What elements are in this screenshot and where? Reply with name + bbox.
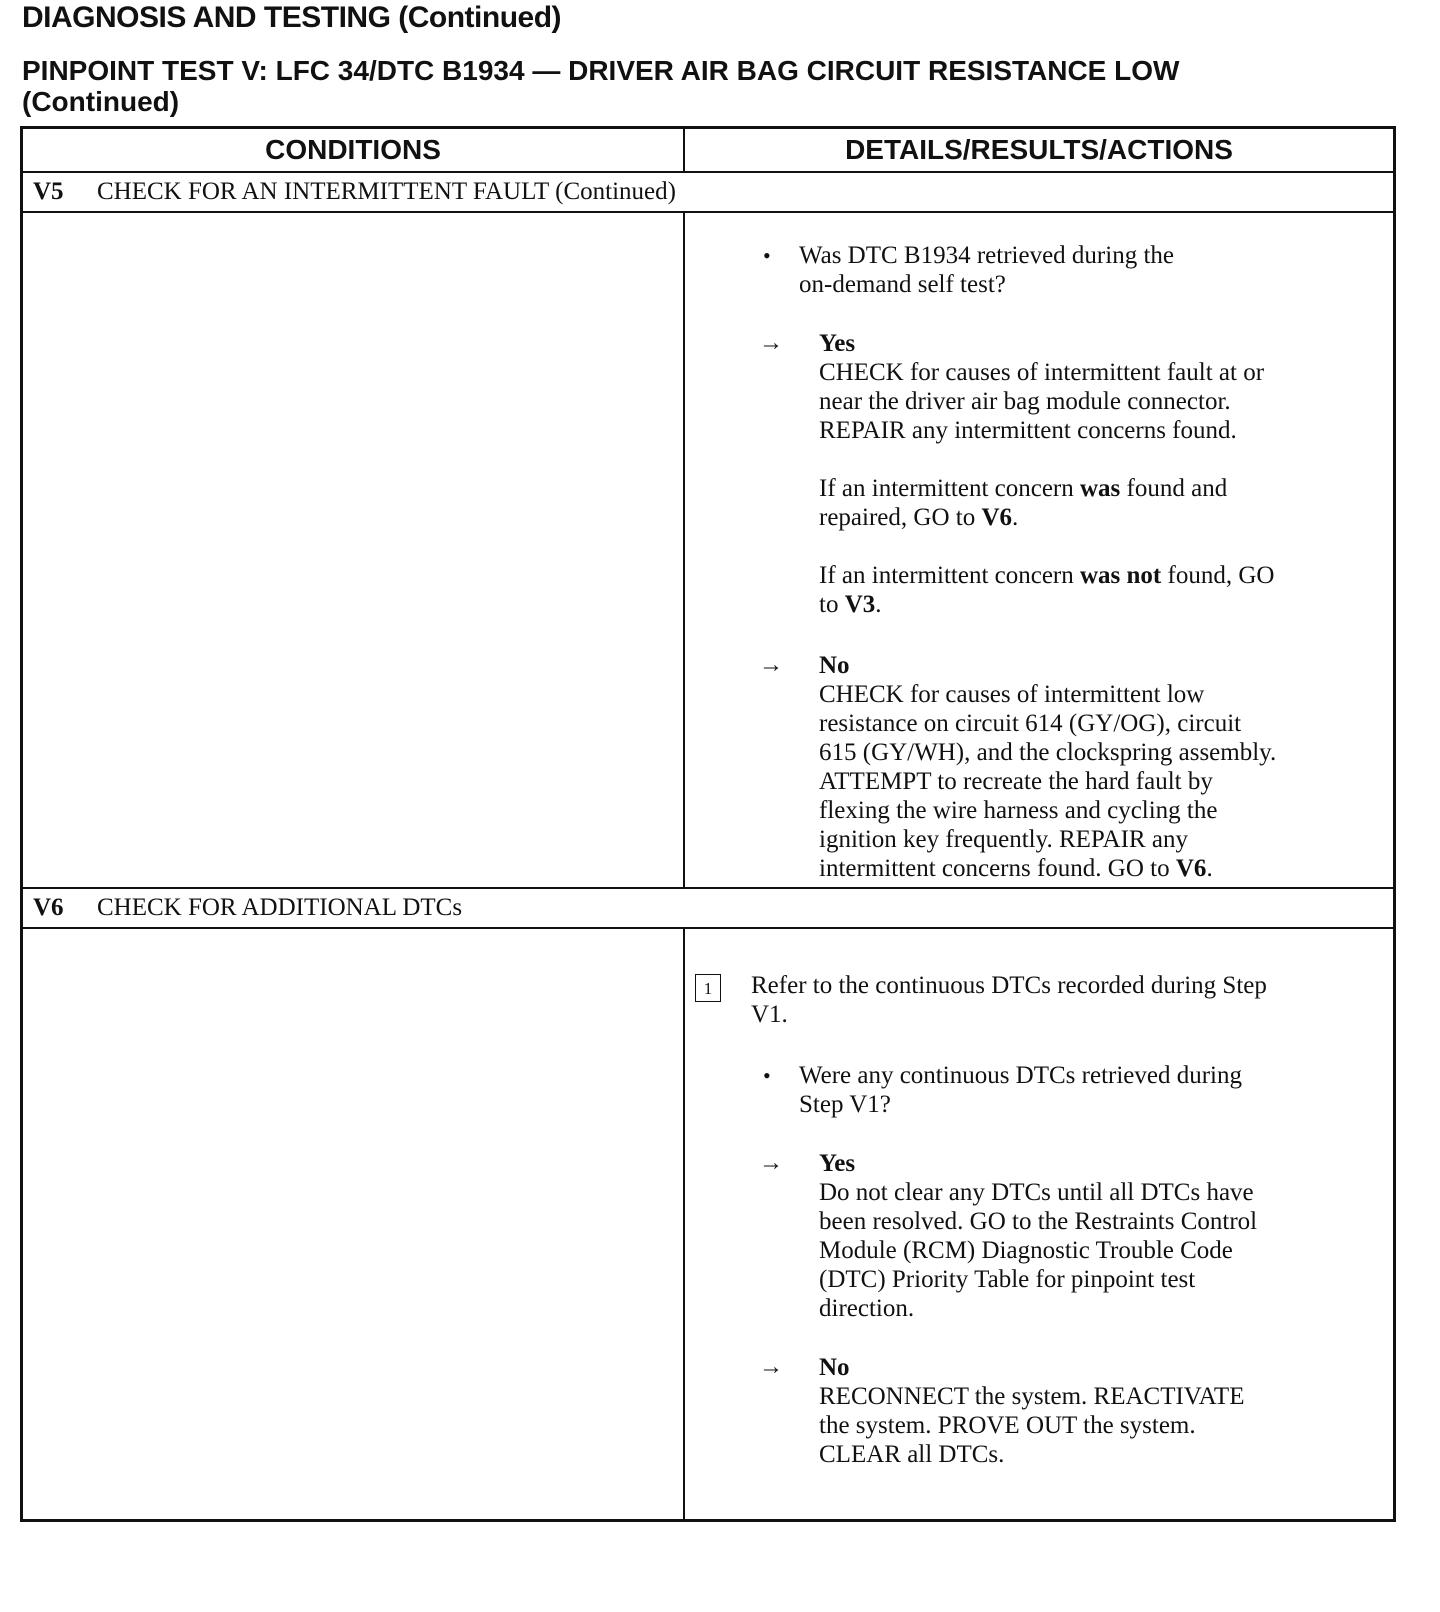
no-label: No bbox=[819, 652, 850, 679]
step-instruction-v6: Refer to the continuous DTCs recorded during Step V1. bbox=[751, 972, 1267, 1028]
yes-label: Yes bbox=[819, 330, 856, 357]
yes-v5-paragraph2: If an intermittent concern was found and repaired, GO to V6. bbox=[819, 475, 1228, 531]
conditions-cell-v6 bbox=[23, 929, 685, 1519]
step-row-v6 bbox=[23, 889, 1393, 929]
yes-label: Yes bbox=[819, 1150, 856, 1177]
arrow-icon: → bbox=[759, 1354, 783, 1380]
question-v6: Were any continuous DTCs retrieved during Step V1? bbox=[799, 1062, 1243, 1118]
result-yes-v6: Yes Do not clear any DTCs until all DTCs have been resolved. GO to the Restraints Control Module (RCM) Diagnostic Trouble Code (DTC) Priority Table for pinpoint test direction. bbox=[819, 1149, 1379, 1323]
result-yes-v5 bbox=[819, 329, 1379, 619]
step-title-v6: CHECK FOR ADDITIONAL DTCs bbox=[97, 894, 463, 921]
section-heading: DIAGNOSIS AND TESTING (Continued) bbox=[22, 1, 562, 34]
conditions-header: CONDITIONS bbox=[23, 129, 685, 171]
details-header: DETAILS/RESULTS/ACTIONS bbox=[845, 134, 1233, 165]
step-row-v5 bbox=[23, 173, 1393, 213]
pinpoint-test-title bbox=[22, 55, 1402, 117]
step-title-v5: CHECK FOR AN INTERMITTENT FAULT (Continued) bbox=[97, 178, 676, 205]
step-body-v6 bbox=[23, 929, 1393, 1519]
question-v5-line1: Was DTC B1934 retrieved during the bbox=[799, 242, 1174, 269]
arrow-icon: → bbox=[759, 1150, 783, 1176]
bullet-v6: • bbox=[763, 1063, 771, 1088]
yes-v5-paragraph1: CHECK for causes of intermittent fault at or near the driver air bag module connector. REPAIR any intermittent concerns found. bbox=[819, 359, 1265, 444]
question-v5-line2: on-demand self test? bbox=[799, 271, 1006, 298]
step-id-v5: V5 bbox=[33, 178, 64, 205]
pinpoint-test-table bbox=[20, 126, 1396, 1522]
conditions-cell-v5 bbox=[23, 213, 685, 887]
step-number-box: 1 bbox=[695, 974, 721, 1002]
details-cell-v6 bbox=[685, 929, 1393, 1519]
no-label: No bbox=[819, 1354, 850, 1381]
table-header-row bbox=[23, 129, 1393, 173]
step-id-v6: V6 bbox=[33, 894, 64, 921]
details-cell-v5 bbox=[685, 213, 1393, 887]
test-title-line2: (Continued) bbox=[22, 86, 180, 117]
question-v5 bbox=[799, 241, 1339, 299]
test-title-line1: PINPOINT TEST V: LFC 34/DTC B1934 — DRIVER AIR BAG CIRCUIT RESISTANCE LOW bbox=[22, 55, 1180, 86]
step-body-v5 bbox=[23, 213, 1393, 889]
result-no-v6: No RECONNECT the system. REACTIVATE the system. PROVE OUT the system. CLEAR all DTCs. bbox=[819, 1353, 1379, 1469]
arrow-icon: → bbox=[759, 652, 783, 678]
arrow-icon: → bbox=[759, 330, 783, 356]
yes-v5-paragraph3: If an intermittent concern was not found, GO to V3. bbox=[819, 562, 1275, 618]
result-no-v5: No CHECK for causes of intermittent low resistance on circuit 614 (GY/OG), circuit 615 (GY/WH), and the clockspring assembly. ATTEMPT to recreate the hard fault by flexing the wire harness and cycling the ignition key frequently. REPAIR any intermittent concerns found. GO to V6. bbox=[819, 651, 1379, 883]
bullet-v5: • bbox=[763, 243, 771, 268]
